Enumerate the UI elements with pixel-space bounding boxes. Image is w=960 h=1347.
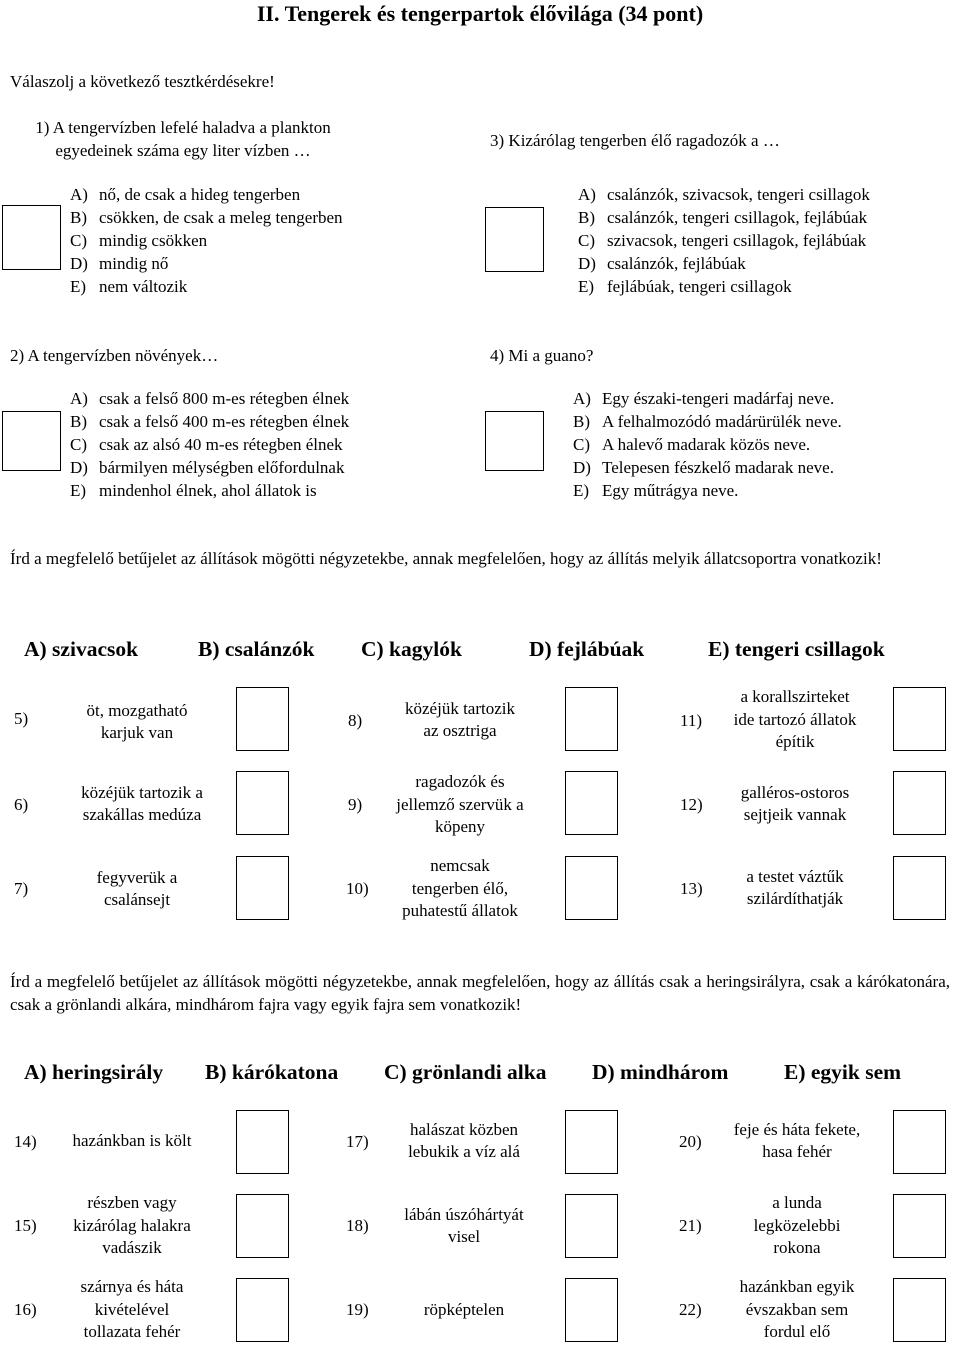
- q3-question: 3) Kizárólag tengerben élő ragadozók a …: [490, 131, 780, 150]
- item-22-answer-box[interactable]: [893, 1278, 946, 1342]
- item-number: 20): [679, 1132, 702, 1151]
- q3-options: [578, 183, 870, 298]
- item-20-answer-box[interactable]: [893, 1110, 946, 1174]
- category-b-2: B) kárókatona: [205, 1060, 339, 1084]
- instruction-animal-groups: Írd a megfelelő betűjelet az állítások mögötti négyzetekbe, annak megfelelően, hogy az állítás melyik állatcsoportra vonatkozik!: [10, 549, 882, 568]
- item-7-answer-box[interactable]: [236, 856, 289, 920]
- q4-option-d: D) Telepesen fészkelő madarak neve.: [573, 458, 834, 477]
- item-8-answer-box[interactable]: [565, 687, 618, 751]
- item-statement: fegyverük a csalánsejt: [96, 867, 178, 909]
- item-statement: hazánkban is költ: [72, 1130, 192, 1150]
- item-number: 17): [346, 1132, 369, 1151]
- item-number: 19): [346, 1300, 369, 1319]
- category-a-2: A) heringsirály: [24, 1060, 164, 1084]
- item-statement: szárnya és háta kivételével tollazata fehér: [80, 1277, 184, 1342]
- q3-option-d: D) csalánzók, fejlábúak: [578, 254, 746, 273]
- category-c-1: C) kagylók: [361, 637, 462, 661]
- q2-options: [70, 387, 349, 502]
- item-16-answer-box[interactable]: [236, 1278, 289, 1342]
- item-13-answer-box[interactable]: [893, 856, 946, 920]
- intro-text: Válaszolj a következő tesztkérdésekre!: [10, 72, 275, 91]
- item-15-answer-box[interactable]: [236, 1194, 289, 1258]
- item-5-answer-box[interactable]: [236, 687, 289, 751]
- q4-option-a: A) Egy északi-tengeri madárfaj neve.: [573, 389, 835, 408]
- q4-option-c: C) A halevő madarak közös neve.: [573, 435, 811, 454]
- item-statement: feje és háta fekete, hasa fehér: [733, 1119, 861, 1161]
- q4-option-b: B) A felhalmozódó madárürülék neve.: [573, 412, 842, 431]
- item-9-answer-box[interactable]: [565, 771, 618, 835]
- item-statement: a testet váztűk szilárdíthatják: [746, 866, 844, 908]
- q3-option-c: C) szivacsok, tengeri csillagok, fejlábúak: [578, 231, 867, 250]
- category-e-1: E) tengeri csillagok: [708, 637, 885, 661]
- item-21-answer-box[interactable]: [893, 1194, 946, 1258]
- q1-options: [70, 183, 343, 298]
- item-12-answer-box[interactable]: [893, 771, 946, 835]
- q3-option-b: B) csalánzók, tengeri csillagok, fejlábúak: [578, 208, 868, 227]
- q3-option-e: E) fejlábúak, tengeri csillagok: [578, 277, 792, 296]
- item-statement: hazánkban egyik évszakban sem fordul elő: [739, 1277, 855, 1342]
- category-e-2: E) egyik sem: [784, 1060, 902, 1084]
- q2-option-e: E) mindenhol élnek, ahol állatok is: [70, 481, 317, 500]
- item-statement: ragadozók és jellemző szervük a köpeny: [396, 772, 524, 837]
- category-d-1: D) fejlábúak: [529, 637, 645, 661]
- item-number: 11): [680, 711, 703, 730]
- item-statement: részben vagy kizárólag halakra vadászik: [73, 1193, 191, 1258]
- q4-question: 4) Mi a guano?: [490, 346, 594, 365]
- item-10-answer-box[interactable]: [565, 856, 618, 920]
- item-statement: lábán úszóhártyát visel: [404, 1204, 524, 1246]
- item-number: 16): [14, 1300, 37, 1319]
- q1-option-e: E) nem változik: [70, 277, 188, 296]
- item-statement: nemcsak tengerben élő, puhatestű állatok: [402, 856, 518, 921]
- q1-answer-box[interactable]: [2, 205, 61, 270]
- category-d-2: D) mindhárom: [592, 1060, 729, 1084]
- q1-option-d: D) mindig nő: [70, 254, 169, 273]
- page-title: II. Tengerek és tengerpartok élővilága (34 pont): [256, 1, 704, 26]
- q1-option-a: A) nő, de csak a hideg tengerben: [70, 185, 301, 204]
- item-number: 10): [346, 879, 369, 898]
- item-statement: öt, mozgatható karjuk van: [86, 700, 188, 742]
- item-number: 6): [14, 795, 29, 814]
- q2-option-c: C) csak az alsó 40 m-es rétegben élnek: [70, 435, 343, 454]
- q2-option-a: A) csak a felső 800 m-es rétegben élnek: [70, 389, 350, 408]
- item-number: 8): [348, 711, 363, 730]
- item-number: 14): [14, 1132, 37, 1151]
- q4-option-e: E) Egy műtrágya neve.: [573, 481, 739, 500]
- item-number: 9): [348, 795, 363, 814]
- item-statement: röpképtelen: [423, 1299, 505, 1319]
- item-number: 21): [679, 1216, 702, 1235]
- item-number: 15): [14, 1216, 37, 1235]
- item-19-answer-box[interactable]: [565, 1278, 618, 1342]
- q2-answer-box[interactable]: [2, 411, 61, 471]
- q1-option-c: C) mindig csökken: [70, 231, 208, 250]
- q2-question: 2) A tengervízben növények…: [10, 346, 219, 365]
- q1-question: 1) A tengervízben lefelé haladva a plankton egyedeinek száma egy liter vízben …: [35, 118, 331, 160]
- item-statement: galléros-ostoros sejtjeik vannak: [740, 782, 850, 824]
- item-11-answer-box[interactable]: [893, 687, 946, 751]
- category-a-1: A) szivacsok: [24, 637, 139, 661]
- item-statement: közéjük tartozik a szakállas medúza: [81, 782, 203, 824]
- item-statement: a korallszirteket ide tartozó állatok építik: [733, 687, 857, 752]
- item-17-answer-box[interactable]: [565, 1110, 618, 1174]
- q3-option-a: A) csalánzók, szivacsok, tengeri csillagok: [578, 185, 870, 204]
- q2-option-d: D) bármilyen mélységben előfordulnak: [70, 458, 345, 477]
- item-number: 13): [680, 879, 703, 898]
- q4-options: [573, 387, 842, 502]
- q1-option-b: B) csökken, de csak a meleg tengerben: [70, 208, 343, 227]
- q4-answer-box[interactable]: [485, 411, 544, 471]
- item-6-answer-box[interactable]: [236, 771, 289, 835]
- item-18-answer-box[interactable]: [565, 1194, 618, 1258]
- category-c-2: C) grönlandi alka: [384, 1060, 547, 1084]
- q2-option-b: B) csak a felső 400 m-es rétegben élnek: [70, 412, 350, 431]
- instruction-bird-species: Írd a megfelelő betűjelet az állítások mögötti négyzetekbe, annak megfelelően, hogy az állítás csak a heringsirályra, csak a kárókatonára, csak a grönlandi alkára, mindhárom fajra vagy egyik fajra sem vonatkozik!: [10, 972, 950, 1014]
- item-statement: halászat közben lebukik a víz alá: [408, 1119, 520, 1161]
- item-14-answer-box[interactable]: [236, 1110, 289, 1174]
- category-b-1: B) csalánzók: [198, 637, 315, 661]
- item-number: 7): [14, 879, 29, 898]
- item-number: 5): [14, 709, 29, 728]
- item-number: 12): [680, 795, 703, 814]
- item-statement: közéjük tartozik az osztriga: [405, 698, 515, 740]
- q3-answer-box[interactable]: [485, 207, 544, 272]
- item-number: 22): [679, 1300, 702, 1319]
- item-number: 18): [346, 1216, 369, 1235]
- item-statement: a lunda legközelebbi rokona: [753, 1193, 841, 1258]
